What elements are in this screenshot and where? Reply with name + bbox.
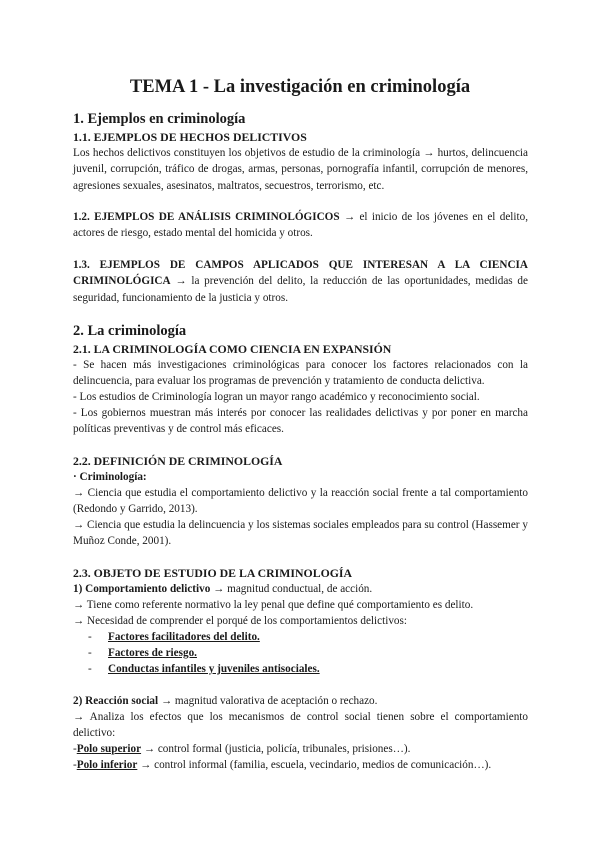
- section-1-2-heading: 1.2. EJEMPLOS DE ANÁLISIS CRIMINOLÓGICOS: [73, 211, 340, 223]
- bullet-conductas-antisociales: Conductas infantiles y juveniles antisociales.: [108, 663, 320, 675]
- section-2-1-point-3: - Los gobiernos muestran más interés por conocer las realidades delictivas y por poner en marcha políticas preventivas y de control más eficaces.: [73, 407, 528, 436]
- polo-superior-dash: -: [73, 743, 77, 755]
- polo-inferior-text: → control informal (familia, escuela, vecindario, medios de comunicación…).: [137, 759, 492, 771]
- item-1-label: 1) Comportamiento delictivo: [73, 583, 211, 595]
- section-2-3-heading: 2.3. OBJETO DE ESTUDIO DE LA CRIMINOLOGÍA: [73, 566, 353, 580]
- section-2-2-heading: 2.2. DEFINICIÓN DE CRIMINOLOGÍA: [73, 454, 283, 468]
- item-1-line-3: → Necesidad de comprender el porqué de los comportamientos delictivos:: [73, 615, 407, 627]
- section-1-3-text: → la prevención del delito, la reducción de las oportunidades, medidas de seguridad, funcionamiento de la justicia y otros.: [73, 275, 528, 304]
- section-1-2-text: → el inicio de los jóvenes en el delito, actores de riesgo, estado mental del homicida y otros.: [73, 211, 528, 240]
- bullet-factores-riesgo: Factores de riesgo.: [108, 647, 197, 659]
- criminologia-label: · Criminología:: [73, 471, 147, 483]
- list-item: [88, 645, 197, 661]
- section-2-1-point-2: - Los estudios de Criminología logran un mayor rango académico y reconocimiento social.: [73, 391, 480, 403]
- polo-inferior-dash: -: [73, 759, 77, 771]
- item-2-text: → magnitud valorativa de aceptación o rechazo.: [158, 695, 378, 707]
- section-1-1-text: Los hechos delictivos constituyen los objetivos de estudio de la criminología → hurtos, delincuencia juvenil, corrupción, tráfico de drogas, armas, personas, pornografía infantil, corrupción de menores, agresiones sexuales, asesinatos, maltratos, secuestros, terrorismo, etc.: [73, 147, 528, 192]
- polo-superior-label: Polo superior: [76, 743, 142, 755]
- definition-1: → Ciencia que estudia el comportamiento delictivo y la reacción social frente a tal comportamiento (Redondo y Garrido, 2013).: [73, 487, 528, 516]
- section-2-1-heading: 2.1. LA CRIMINOLOGÍA COMO CIENCIA EN EXPANSIÓN: [73, 342, 392, 356]
- section-1-heading: 1. Ejemplos en criminología: [73, 111, 246, 127]
- list-item: [88, 629, 260, 645]
- item-2-line-2: → Analiza los efectos que los mecanismos de control social tienen sobre el comportamiento delictivo:: [73, 711, 528, 740]
- list-item: [88, 661, 320, 677]
- item-1-text: → magnitud conductual, de acción.: [210, 583, 373, 595]
- section-2-1-point-1: - Se hacen más investigaciones criminológicas para conocer los factores relacionados con la delincuencia, para evaluar los programas de prevención y tratamiento de conducta delictiva.: [73, 359, 528, 388]
- section-1-1-heading: 1.1. EJEMPLOS DE HECHOS DELICTIVOS: [73, 130, 307, 144]
- list-dash: -: [88, 647, 92, 659]
- polo-superior-text: → control formal (justicia, policía, tribunales, prisiones…).: [141, 743, 411, 755]
- page-title: TEMA 1 - La investigación en criminología: [129, 77, 471, 97]
- item-2-line: [73, 693, 528, 709]
- item-1-line-2: → Tiene como referente normativo la ley penal que define qué comportamiento es delito.: [73, 599, 474, 611]
- section-2-heading: 2. La criminología: [73, 323, 187, 339]
- item-2-label: 2) Reacción social: [73, 695, 159, 707]
- list-dash: -: [88, 631, 92, 643]
- section-1-3-heading: 1.3. EJEMPLOS DE CAMPOS APLICADOS QUE INTERESAN A LA CIENCIA CRIMINOLÓGICA: [73, 259, 528, 288]
- section-1-2-paragraph: [73, 209, 528, 242]
- item-1-line: [73, 581, 528, 597]
- polo-inferior-line: [73, 757, 528, 773]
- polo-inferior-label: Polo inferior: [76, 759, 138, 771]
- list-dash: -: [88, 663, 92, 675]
- definition-2: → Ciencia que estudia la delincuencia y los sistemas sociales empleados para su control (Hassemer y Muñoz Conde, 2001).: [73, 519, 528, 548]
- section-1-3-paragraph: [73, 257, 528, 306]
- polo-superior-line: [73, 741, 528, 757]
- bullet-factores-facilitadores: Factores facilitadores del delito.: [108, 631, 260, 643]
